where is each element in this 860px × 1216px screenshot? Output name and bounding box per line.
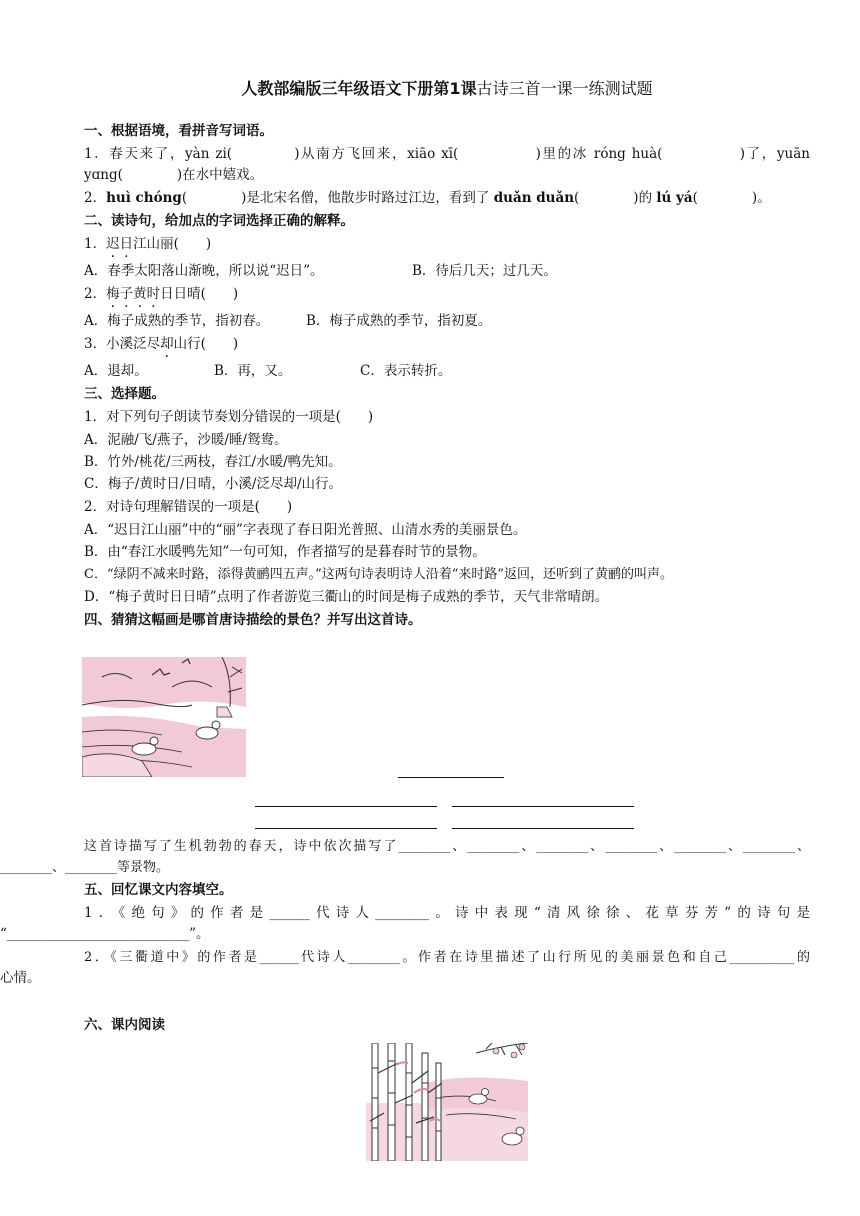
s3-q2-a: A．“迟日江山丽”中的“丽”字表现了春日阳光普照、山清水秀的美丽景色。 <box>84 522 527 538</box>
poem-title-line <box>398 777 504 778</box>
s3-q1: 1．对下列句子朗读节奏划分错误的一项是( ) <box>84 409 374 425</box>
section-6-heading: 六、课内阅读 <box>84 1017 165 1033</box>
s5-q1-line-1: 1．《绝句》的作者是______代诗人________。诗中表现“清风徐徐、花草芬芳”的诗句是 <box>84 905 810 921</box>
s2-q3-options: A．退却。 B．再，又。 C．表示转折。 <box>84 363 452 379</box>
s3-q2: 2．对诗句理解错误的一项是( ) <box>84 499 293 515</box>
section-1-heading: 一、根据语境，看拼音写词语。 <box>84 123 273 139</box>
title-number: 1 <box>449 79 461 98</box>
s4-para-1: 这首诗描写了生机勃勃的春天，诗中依次描写了________、________、________、________、________、________、 <box>84 839 810 854</box>
emphasis-char: 迟 <box>106 236 120 252</box>
s1-line-1: 1．春天来了，yàn zi( )从南方飞回来，xiāo xī( )里的冰 róng huà( )了，yuān <box>84 146 810 162</box>
emphasis-char: 日 <box>119 236 134 252</box>
poem-line-1 <box>255 806 437 807</box>
s4-para-2: ________、________等景物。 <box>0 860 170 875</box>
s2-q1-options: A．春季太阳落山渐晚，所以说“迟日”。 B．待后几天；过几天。 <box>84 263 557 279</box>
s3-q2-c: C．“绿阴不减来时路，添得黄鹂四五声。”这两句诗表明诗人沿着“来时路”返回，还听到了黄鹂的叫声。 <box>84 567 674 582</box>
poem-line-3 <box>255 828 437 829</box>
s5-q1-line-2: “___________________________”。 <box>0 926 210 942</box>
section-3-heading: 三、选择题。 <box>84 386 165 402</box>
s2-q3: 3．小溪泛尽却山行( ) <box>84 336 239 352</box>
s3-q2-d: D．“梅子黄时日日晴”点明了作者游览三衢山的时间是梅子成熟的季节，天气非常晴朗。 <box>84 589 609 605</box>
emphasis-char: 时 <box>146 286 161 302</box>
s2-q2: 2．梅子黄时日日晴( ) <box>84 286 239 302</box>
s3-q1-a: A．泥融/飞/燕子，沙暖/睡/鸳鸯。 <box>84 432 288 448</box>
s2-q2-options: A．梅子成熟的季节，指初春。 B．梅子成熟的季节，指初夏。 <box>84 313 492 329</box>
poem-line-4 <box>452 828 634 829</box>
title-rest: 古诗三首一课一练测试题 <box>476 79 653 98</box>
emphasis-char: 子 <box>119 286 134 302</box>
section-5-heading: 五、回忆课文内容填空。 <box>84 882 233 898</box>
swallows-ducks-illustration <box>82 657 246 777</box>
section-4-heading: 四、猜猜这幅画是哪首唐诗描绘的景色？并写出这首诗。 <box>84 612 422 628</box>
s3-q2-b: B．由“春江水暖鸭先知”一句可知，作者描写的是暮春时节的景物。 <box>84 544 486 560</box>
s1-line-2: yɑng( )在水中嬉戏。 <box>84 167 264 183</box>
bamboo-peach-ducks-illustration <box>366 1043 528 1161</box>
dotted-word-3 <box>160 336 174 352</box>
emphasis-char: 梅 <box>106 286 120 302</box>
emphasis-char: 黄 <box>133 286 147 302</box>
title-bold-2: 课 <box>460 79 477 98</box>
page-title <box>84 76 810 99</box>
poem-line-2 <box>452 806 634 807</box>
dotted-word-1 <box>106 236 133 252</box>
s1-line-3: 2．huì chóng( )是北宋名僧，他散步时路过江边，看到了 duǎn duǎn( )的 lú yá( )。 <box>84 190 771 206</box>
title-bold: 人教部编版三年级语文下册第 <box>241 79 450 98</box>
s5-q2-line-1: 2．《三衢道中》的作者是______代诗人________。作者在诗里描述了山行所见的美丽景色和自己__________的 <box>84 950 810 965</box>
section-2-heading: 二、读诗句，给加点的字词选择正确的解释。 <box>84 213 354 229</box>
dotted-word-2 <box>106 286 160 302</box>
s3-q1-c: C．梅子/黄时日/日晴，小溪/泛尽却/山行。 <box>84 476 343 492</box>
s3-q1-b: B．竹外/桃花/三两枝，春江/水暖/鸭先知。 <box>84 454 342 470</box>
emphasis-char: 却 <box>160 336 174 352</box>
s5-q2-line-2: 心情。 <box>0 970 41 986</box>
s2-q1: 1．迟日江山丽( ) <box>84 236 212 252</box>
